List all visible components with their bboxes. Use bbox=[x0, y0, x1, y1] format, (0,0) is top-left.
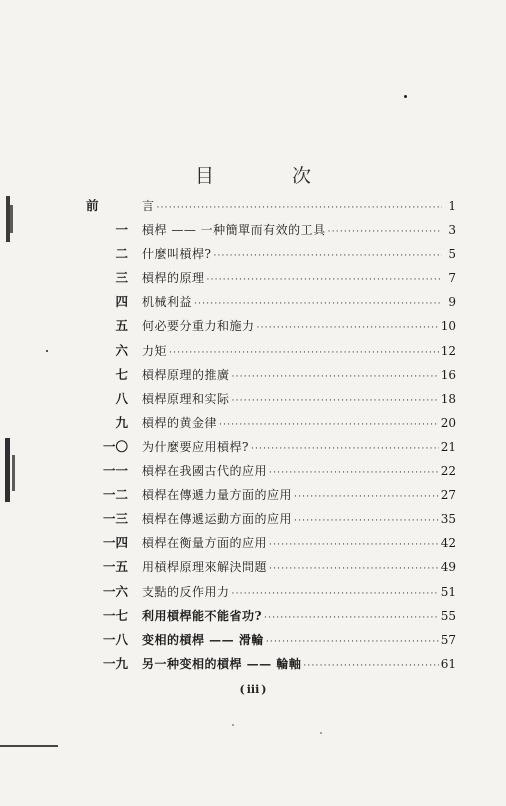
dot-leader bbox=[232, 389, 439, 413]
scan-speck bbox=[404, 95, 407, 98]
chapter-title: 槓桿在衡量方面的应用 bbox=[142, 536, 268, 551]
toc-entry-body bbox=[142, 339, 456, 365]
toc-entry-body bbox=[142, 580, 456, 606]
toc-entry-body bbox=[142, 483, 456, 509]
toc-entry-body bbox=[142, 314, 456, 340]
toc-entry bbox=[86, 652, 456, 676]
toc-entry-body bbox=[142, 266, 456, 292]
dot-leader bbox=[328, 220, 442, 244]
toc-entry-body bbox=[142, 218, 456, 244]
dot-leader bbox=[264, 606, 439, 630]
toc-entry bbox=[86, 604, 456, 628]
toc-entry bbox=[86, 314, 456, 338]
page-number-footer: ( iii ) bbox=[239, 683, 267, 696]
chapter-title: 什麼叫槓桿? bbox=[142, 247, 212, 262]
dot-leader bbox=[294, 509, 439, 533]
page-ref: 10 bbox=[440, 319, 456, 334]
chapter-title: 为什麼要应用槓桿? bbox=[142, 439, 249, 454]
toc-entry bbox=[86, 194, 456, 218]
scan-speck bbox=[46, 350, 48, 352]
page-ref: 9 bbox=[448, 295, 456, 310]
dot-leader bbox=[303, 654, 438, 678]
page-ref: 22 bbox=[440, 464, 456, 479]
toc-entry-body bbox=[142, 194, 456, 220]
page-ref: 16 bbox=[440, 367, 456, 382]
chapter-number: 一〇 bbox=[102, 438, 128, 454]
toc-entry bbox=[86, 242, 456, 266]
page-ref: 42 bbox=[440, 536, 456, 551]
dot-leader bbox=[257, 316, 439, 340]
chapter-title: 槓桿的原理 bbox=[142, 271, 205, 286]
toc-entry-body bbox=[142, 411, 456, 437]
dot-leader bbox=[269, 533, 439, 557]
dot-leader bbox=[294, 485, 439, 509]
scan-speck bbox=[320, 732, 322, 734]
page-title: 目 次 bbox=[194, 164, 348, 187]
dot-leader bbox=[194, 292, 442, 316]
toc-entry bbox=[86, 387, 456, 411]
dot-leader bbox=[269, 557, 439, 581]
chapter-title: 槓桿原理和实际 bbox=[142, 391, 230, 406]
scan-mark-middle bbox=[5, 438, 10, 502]
chapter-title: 言 bbox=[142, 199, 155, 213]
dot-leader bbox=[251, 437, 439, 461]
chapter-title: 槓桿在傳遞运動方面的应用 bbox=[142, 512, 293, 527]
toc-entry-body bbox=[142, 628, 456, 654]
page-ref: 1 bbox=[448, 199, 456, 213]
dot-leader bbox=[207, 268, 442, 292]
dot-leader bbox=[169, 341, 439, 365]
toc-entry bbox=[86, 555, 456, 579]
chapter-title: 槓桿 —— 一种簡單而有效的工具 bbox=[142, 223, 326, 238]
chapter-number: 二 bbox=[115, 246, 128, 262]
toc-entry bbox=[86, 580, 456, 604]
dot-leader bbox=[213, 244, 442, 268]
toc-entry bbox=[86, 628, 456, 652]
page-ref: 12 bbox=[440, 343, 456, 358]
scan-mark-middle-2 bbox=[12, 455, 15, 491]
toc-entry-body bbox=[142, 507, 456, 533]
toc-entry-body bbox=[142, 531, 456, 557]
scan-mark-bottom-line bbox=[0, 745, 58, 747]
preface-char-1: 前 bbox=[86, 198, 99, 213]
dot-leader bbox=[157, 196, 442, 220]
page-ref: 51 bbox=[440, 584, 456, 599]
chapter-number: 一二 bbox=[102, 487, 128, 503]
toc-entry bbox=[86, 339, 456, 363]
chapter-number: 一七 bbox=[102, 607, 128, 623]
page-ref: 49 bbox=[440, 560, 456, 575]
page-ref: 7 bbox=[448, 271, 456, 286]
chapter-number: 六 bbox=[115, 342, 128, 358]
chapter-title: 槓桿的黄金律 bbox=[142, 415, 218, 430]
chapter-title: 另一种变相的槓桿 —— 輪軸 bbox=[142, 656, 302, 671]
page-number: iii bbox=[246, 683, 260, 696]
chapter-title: 力矩 bbox=[142, 343, 168, 358]
chapter-number: 三 bbox=[115, 270, 128, 286]
chapter-number: 四 bbox=[115, 294, 128, 310]
dot-leader bbox=[219, 413, 439, 437]
chapter-number bbox=[86, 194, 142, 218]
chapter-title: 槓桿在傳遞力量方面的应用 bbox=[142, 488, 293, 503]
scan-speck bbox=[232, 724, 234, 726]
toc-entry-body bbox=[142, 242, 456, 268]
toc-entry-body bbox=[142, 652, 456, 678]
chapter-number: 一三 bbox=[102, 511, 128, 527]
chapter-number: 一五 bbox=[102, 559, 128, 575]
chapter-number: 一四 bbox=[102, 535, 128, 551]
chapter-title: 何必要分重力和施力 bbox=[142, 319, 255, 334]
dot-leader bbox=[266, 630, 439, 654]
toc-entry bbox=[86, 507, 456, 531]
chapter-title: 利用槓桿能不能省功? bbox=[142, 608, 263, 623]
toc-entry bbox=[86, 483, 456, 507]
toc-entry bbox=[86, 435, 456, 459]
toc-entry-body bbox=[142, 290, 456, 316]
toc-entry-body bbox=[142, 555, 456, 581]
page-ref: 5 bbox=[448, 247, 456, 262]
page-ref: 3 bbox=[448, 223, 456, 238]
page-ref: 35 bbox=[440, 512, 456, 527]
toc-entry bbox=[86, 363, 456, 387]
page-ref: 27 bbox=[440, 488, 456, 503]
chapter-number: 一九 bbox=[102, 655, 128, 671]
toc-entry bbox=[86, 290, 456, 314]
page-ref: 20 bbox=[440, 415, 456, 430]
chapter-number: 五 bbox=[115, 318, 128, 334]
toc-entry bbox=[86, 411, 456, 435]
toc-entry-body bbox=[142, 435, 456, 461]
page-ref: 61 bbox=[440, 656, 456, 671]
chapter-title: 变相的槓桿 —— 滑輪 bbox=[142, 632, 264, 647]
chapter-number: 一六 bbox=[102, 583, 128, 599]
page-ref: 57 bbox=[440, 632, 456, 647]
toc-entry-body bbox=[142, 363, 456, 389]
toc-entry-body bbox=[142, 604, 456, 630]
scan-mark-top-2 bbox=[10, 205, 13, 233]
table-of-contents bbox=[86, 194, 456, 676]
toc-entry bbox=[86, 266, 456, 290]
chapter-title: 槓桿原理的推廣 bbox=[142, 367, 230, 382]
chapter-title: 支點的反作用力 bbox=[142, 584, 230, 599]
chapter-number: 一八 bbox=[102, 631, 128, 647]
page-ref: 55 bbox=[440, 608, 456, 623]
toc-entry bbox=[86, 459, 456, 483]
chapter-number: 九 bbox=[115, 414, 128, 430]
page-ref: 18 bbox=[440, 391, 456, 406]
dot-leader bbox=[232, 365, 439, 389]
chapter-title: 槓桿在我國古代的应用 bbox=[142, 464, 268, 479]
toc-entry bbox=[86, 218, 456, 242]
chapter-number: 八 bbox=[115, 390, 128, 406]
chapter-number: 一一 bbox=[102, 463, 128, 479]
chapter-number: 一 bbox=[115, 222, 128, 238]
chapter-title: 机械利益 bbox=[142, 295, 193, 310]
toc-entry-body bbox=[142, 459, 456, 485]
chapter-number: 七 bbox=[115, 366, 128, 382]
dot-leader bbox=[269, 461, 439, 485]
page-ref: 21 bbox=[440, 439, 456, 454]
chapter-title: 用槓桿原理來解決問題 bbox=[142, 560, 268, 575]
toc-entry bbox=[86, 531, 456, 555]
dot-leader bbox=[232, 582, 439, 606]
toc-entry-body bbox=[142, 387, 456, 413]
